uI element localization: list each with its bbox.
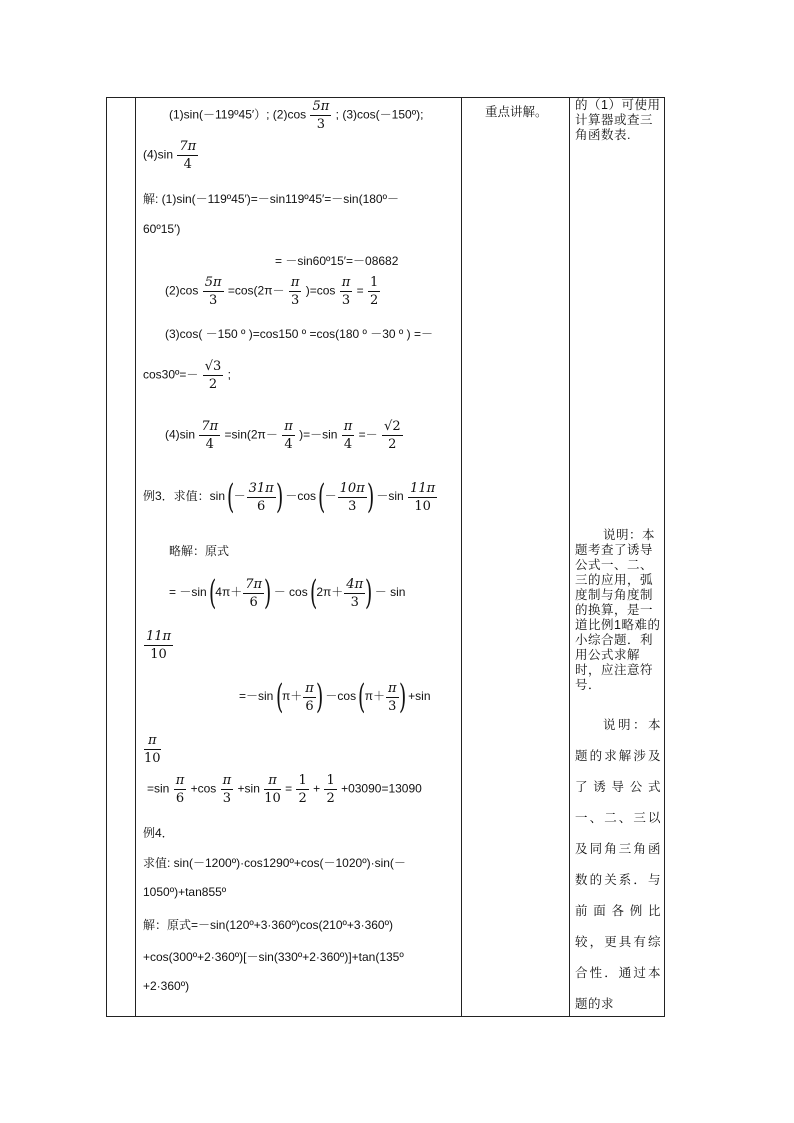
solution-2-line: (2)cos $\frac{5\pi}{3}$ =cos(2π－ $\frac{\pi}{3}$ )=cos $\frac{\pi}{3}$ = $\frac{1}{2}$ — [165, 275, 379, 308]
emphasis-note: 重点讲解。 — [485, 105, 548, 119]
brief-solution-line: = －sin (4π＋ $\frac{7\pi}{6}$ ) － cos (2π＋ $\frac{4\pi}{3}$ ) － sin — [169, 573, 406, 613]
solution-4-line: +cos(300º+2·360º)[－sin(330º+2·360º)]+tan(135º — [143, 950, 404, 964]
lesson-table — [106, 97, 665, 1017]
solution-4-line: +2·360º) — [143, 979, 190, 993]
brief-solution-label: 略解：原式 — [169, 544, 230, 558]
example-4-label: 例4． — [143, 826, 174, 840]
solution-line: 60º15′) — [143, 222, 181, 236]
solution-line: = －sin60º15′=－08682 — [275, 254, 399, 268]
solution-3-line: cos30º=－ $\frac{√3}{2}$ ; — [143, 359, 232, 392]
column-divider — [461, 98, 462, 1016]
example-4-line: 求值: sin(－1200º)·cos1290º+cos(－1020º)·sin(－ — [143, 856, 406, 870]
solution-4-line: 解：原式=－sin(120º+3·360º)cos(210º+3·360º) — [143, 918, 393, 932]
solution-line: 解: (1)sin(－119º45′)=－sin119º45′=－sin(180º－ — [143, 192, 399, 206]
column-divider — [569, 98, 570, 1016]
main-content-cell — [135, 98, 461, 1016]
problem-list-line: (1)sin(－119º45′）; (2)cos $\frac{5\pi}{3}$ ; (3)cos(－150º); — [169, 99, 424, 132]
fraction-line: $\frac{\pi}{10}$ — [144, 733, 161, 766]
brief-solution-result: =sin $\frac{\pi}{6}$ +cos $\frac{\pi}{3}$ +sin $\frac{\pi}{10}$ = $\frac{1}{2}$ + $\frac{1}{2}$ +03090=13090 — [147, 773, 422, 806]
solution-3-line: (3)cos( －150 º )=cos150 º =cos(180 º －30 º ) =－ — [165, 327, 433, 341]
problem-4-line: (4)sin $\frac{7\pi}{4}$ — [143, 139, 197, 172]
brief-solution-line: =－sin (π＋ $\frac{\pi}{6}$ ) －cos (π＋ $\frac{\pi}{3}$ ) +sin — [239, 677, 431, 717]
remark-3: 说明：本题的求解涉及了诱导公式一、二、三以及同角三角函数的关系．与前面各例比较，更具有综合性．通过本题的求 — [575, 718, 661, 1011]
example-3-line: 例3．求值：sin (－ $\frac{31\pi}{6}$ ) －cos (－ $\frac{10\pi}{3}$ ) －sin $\frac{11\pi}{10}$ — [143, 477, 436, 517]
fraction-line: $\frac{11\pi}{10}$ — [146, 629, 172, 662]
solution-4-line: (4)sin $\frac{7\pi}{4}$ =sin(2π－ $\frac{\pi}{4}$ )=－sin $\frac{\pi}{4}$ =－ $\frac{√2}{2}$ — [165, 419, 401, 452]
example-4-line: 1050º)+tan855º — [143, 885, 227, 899]
remark-1: 的（1）可使用计算器或查三角函数表. — [575, 98, 661, 142]
remark-2: 说明：本题考查了诱导公式一、二、三的应用，弧度制与角度制的换算，是一道比例1略难的小综合题．利用公式求解时，应注意符号． — [575, 528, 661, 692]
